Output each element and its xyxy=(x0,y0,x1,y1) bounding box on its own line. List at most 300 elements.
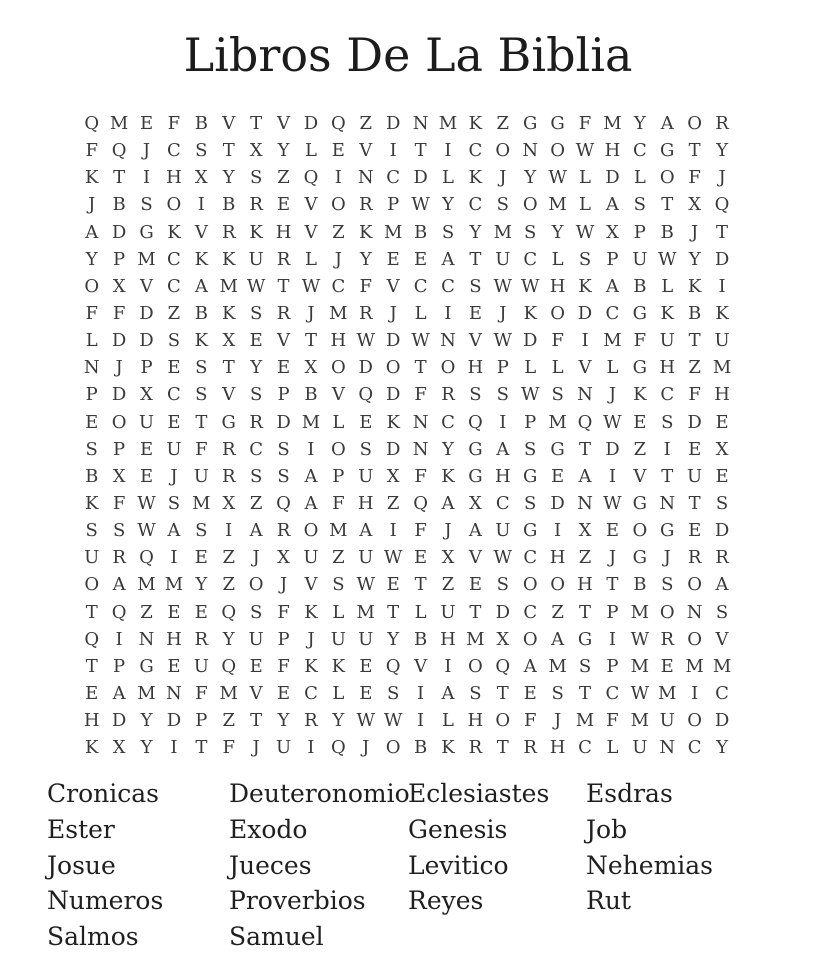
grid-letter: V xyxy=(414,655,428,677)
grid-letter: H xyxy=(166,167,182,189)
grid-letter: P xyxy=(606,248,619,270)
grid-letter: X xyxy=(304,357,318,379)
grid-letter: J xyxy=(499,167,507,189)
grid-letter: X xyxy=(578,520,592,542)
grid-letter: I xyxy=(444,303,452,325)
grid-letter: O xyxy=(522,194,538,216)
grid-letter: I xyxy=(334,167,342,189)
grid-letter: J xyxy=(663,547,671,569)
grid-letter: M xyxy=(137,248,156,270)
grid-letter: B xyxy=(633,574,647,596)
grid-letter: E xyxy=(359,683,373,705)
grid-letter: E xyxy=(660,655,674,677)
grid-letter: Y xyxy=(716,140,728,162)
grid-letter: Y xyxy=(387,628,400,650)
grid-letter: J xyxy=(691,221,699,243)
grid-letter: F xyxy=(688,167,701,189)
grid-letter: W xyxy=(493,275,513,297)
word-bank-column xyxy=(47,776,229,955)
grid-letter: S xyxy=(249,384,263,406)
grid-letter: M xyxy=(630,655,650,677)
word-bank-item: Numeros xyxy=(47,886,164,916)
grid-letter: D xyxy=(358,357,373,379)
grid-letter: R xyxy=(358,194,373,216)
grid-letter: L xyxy=(414,601,427,623)
grid-letter: J xyxy=(142,140,151,162)
grid-letter: J xyxy=(718,167,726,189)
grid-letter: B xyxy=(413,737,428,759)
grid-letter: I xyxy=(142,167,151,189)
grid-letter: G xyxy=(523,520,538,542)
grid-letter: T xyxy=(277,275,290,297)
grid-letter: O xyxy=(550,574,565,596)
grid-letter: B xyxy=(688,303,702,325)
grid-letter: V xyxy=(222,384,236,406)
grid-letter: K xyxy=(249,221,263,243)
grid-letter: A xyxy=(304,493,318,515)
grid-letter: M xyxy=(548,655,567,677)
grid-letter: O xyxy=(248,574,264,596)
grid-letter: S xyxy=(167,493,181,515)
grid-letter: T xyxy=(661,194,674,216)
grid-letter: T xyxy=(85,655,98,677)
grid-letter: T xyxy=(250,710,263,732)
grid-letter: X xyxy=(496,628,510,650)
grid-letter: H xyxy=(166,628,182,650)
grid-letter: E xyxy=(167,601,181,623)
grid-letter: P xyxy=(277,628,290,650)
grid-letter: U xyxy=(659,710,675,732)
grid-letter: C xyxy=(304,683,318,705)
grid-letter: F xyxy=(633,330,647,352)
grid-letter: E xyxy=(167,357,181,379)
grid-letter: L xyxy=(442,167,454,189)
grid-letter: B xyxy=(633,275,647,297)
grid-letter: F xyxy=(277,655,290,677)
grid-letter: H xyxy=(604,140,621,162)
grid-letter: R xyxy=(276,248,291,270)
grid-letter: Q xyxy=(495,655,511,677)
grid-letter: E xyxy=(167,411,181,433)
grid-letter: Z xyxy=(222,547,235,569)
grid-letter: F xyxy=(359,275,373,297)
grid-letter: A xyxy=(605,275,619,297)
grid-letter: T xyxy=(113,167,126,189)
grid-letter: R xyxy=(221,438,236,460)
grid-letter: O xyxy=(330,194,346,216)
grid-letter: W xyxy=(493,547,513,569)
grid-letter: S xyxy=(387,683,400,705)
grid-letter: R xyxy=(221,465,236,487)
grid-letter: V xyxy=(277,113,291,135)
grid-letter: S xyxy=(469,683,482,705)
grid-letter: T xyxy=(496,737,509,759)
grid-letter: G xyxy=(660,140,675,162)
grid-letter: R xyxy=(276,303,291,325)
grid-letter: Q xyxy=(303,167,319,189)
grid-letter: A xyxy=(551,628,565,650)
grid-letter: T xyxy=(304,330,317,352)
grid-letter: H xyxy=(467,710,484,732)
grid-letter: E xyxy=(85,411,99,433)
grid-letter: K xyxy=(715,303,729,325)
grid-letter: M xyxy=(603,113,622,135)
grid-letter: D xyxy=(687,411,702,433)
grid-letter: W xyxy=(301,275,321,297)
grid-letter: Q xyxy=(714,194,730,216)
grid-letter: Y xyxy=(332,710,345,732)
grid-letter: V xyxy=(194,221,208,243)
grid-letter: U xyxy=(440,601,456,623)
grid-letter: R xyxy=(249,411,263,433)
grid-letter: A xyxy=(249,520,263,542)
grid-letter: I xyxy=(608,628,616,650)
grid-letter: F xyxy=(85,303,98,325)
grid-letter: K xyxy=(167,221,181,243)
grid-letter: D xyxy=(495,601,511,623)
grid-letter: P xyxy=(113,655,126,677)
grid-letter: E xyxy=(276,683,291,705)
grid-letter: D xyxy=(303,113,319,135)
grid-letter: O xyxy=(550,303,565,325)
grid-letter: I xyxy=(444,140,452,162)
grid-letter: V xyxy=(222,113,236,135)
grid-letter: K xyxy=(633,384,647,406)
grid-letter: Q xyxy=(413,493,428,515)
grid-letter: Y xyxy=(688,248,701,270)
grid-letter: K xyxy=(359,221,373,243)
grid-letter: O xyxy=(330,438,346,460)
grid-letter: M xyxy=(548,411,567,433)
grid-letter: S xyxy=(277,438,290,460)
grid-letter: L xyxy=(551,357,564,379)
grid-letter: Z xyxy=(167,303,181,325)
grid-letter: G xyxy=(139,655,154,677)
word-bank-item: Samuel xyxy=(229,922,324,952)
grid-letter: F xyxy=(414,465,427,487)
grid-letter: K xyxy=(578,275,592,297)
grid-letter: U xyxy=(358,465,374,487)
grid-letter: Q xyxy=(330,113,346,135)
grid-letter: W xyxy=(137,520,156,542)
grid-letter: O xyxy=(522,628,538,650)
grid-letter: F xyxy=(85,140,98,162)
grid-letter: Z xyxy=(277,167,290,189)
grid-letter: W xyxy=(493,330,513,352)
grid-letter: E xyxy=(414,547,428,569)
grid-letter: P xyxy=(606,601,619,623)
grid-letter: D xyxy=(111,221,127,243)
grid-letter: O xyxy=(166,194,182,216)
grid-letter: R xyxy=(304,710,318,732)
grid-letter: D xyxy=(111,710,127,732)
grid-letter: V xyxy=(304,194,318,216)
grid-letter: L xyxy=(579,167,591,189)
grid-letter: D xyxy=(714,248,730,270)
grid-letter: T xyxy=(688,330,701,352)
grid-letter: Z xyxy=(386,493,400,515)
grid-letter: S xyxy=(551,683,564,705)
grid-letter: X xyxy=(715,438,729,460)
grid-letter: S xyxy=(496,574,509,596)
grid-letter: U xyxy=(303,547,319,569)
grid-letter: R xyxy=(715,113,729,135)
grid-letter: M xyxy=(548,194,567,216)
grid-letter: U xyxy=(659,330,675,352)
grid-letter: U xyxy=(138,411,155,433)
grid-letter: F xyxy=(551,330,564,352)
grid-letter: V xyxy=(249,683,263,705)
grid-letter: J xyxy=(252,547,260,569)
grid-letter: P xyxy=(524,411,537,433)
grid-letter: E xyxy=(139,438,154,460)
grid-letter: J xyxy=(307,628,315,650)
grid-letter: F xyxy=(222,737,235,759)
grid-letter: J xyxy=(279,574,288,596)
grid-letter: M xyxy=(329,520,348,542)
grid-letter: T xyxy=(414,140,427,162)
grid-letter: Q xyxy=(84,628,100,650)
grid-letter: P xyxy=(496,357,509,379)
grid-letter: E xyxy=(468,303,482,325)
grid-letter: N xyxy=(659,493,676,515)
grid-letter: M xyxy=(712,655,732,677)
grid-letter: S xyxy=(249,465,263,487)
grid-letter: L xyxy=(85,330,98,352)
grid-letter: N xyxy=(83,357,100,379)
grid-letter: A xyxy=(660,113,674,135)
word-bank-item: Exodo xyxy=(229,814,308,844)
grid-letter: T xyxy=(469,601,482,623)
grid-letter: V xyxy=(359,140,373,162)
grid-letter: N xyxy=(577,493,593,515)
grid-letter: J xyxy=(307,303,315,325)
grid-letter: A xyxy=(605,194,619,216)
grid-letter: W xyxy=(630,628,650,650)
grid-letter: M xyxy=(658,683,677,705)
grid-letter: E xyxy=(249,330,263,352)
grid-letter: C xyxy=(660,384,675,406)
grid-letter: D xyxy=(111,384,127,406)
grid-letter: P xyxy=(606,655,619,677)
grid-letter: S xyxy=(578,655,592,677)
grid-letter: K xyxy=(222,248,236,270)
grid-letter: Q xyxy=(385,655,401,677)
grid-letter: U xyxy=(687,465,703,487)
grid-letter: Y xyxy=(469,221,482,243)
word-bank-item: Josue xyxy=(47,850,116,880)
grid-letter: K xyxy=(441,465,455,487)
grid-letter: H xyxy=(330,330,347,352)
grid-letter: X xyxy=(606,221,619,243)
grid-letter: E xyxy=(194,547,208,569)
grid-letter: H xyxy=(357,493,374,515)
grid-letter: B xyxy=(194,113,208,135)
grid-letter: W xyxy=(548,167,567,189)
grid-letter: B xyxy=(222,194,236,216)
grid-letter: M xyxy=(137,683,156,705)
grid-letter: N xyxy=(659,737,676,759)
grid-letter: Y xyxy=(442,438,454,460)
word-bank-item: Salmos xyxy=(47,922,139,952)
grid-letter: D xyxy=(385,438,401,460)
grid-letter: C xyxy=(715,683,729,705)
grid-letter: J xyxy=(115,357,123,379)
grid-letter: M xyxy=(438,113,458,135)
grid-letter: S xyxy=(195,520,208,542)
grid-letter: G xyxy=(523,465,538,487)
grid-letter: G xyxy=(550,438,565,460)
grid-letter: I xyxy=(691,683,699,705)
grid-letter: S xyxy=(469,384,482,406)
grid-letter: F xyxy=(523,710,537,732)
grid-letter: N xyxy=(166,683,182,705)
grid-letter: Y xyxy=(222,628,235,650)
grid-letter: W xyxy=(356,330,376,352)
grid-letter: K xyxy=(84,737,99,759)
grid-letter: U xyxy=(248,628,264,650)
grid-letter: O xyxy=(84,275,100,297)
grid-letter: A xyxy=(359,520,373,542)
grid-letter: S xyxy=(332,574,345,596)
grid-letter: E xyxy=(605,520,619,542)
grid-letter: D xyxy=(714,520,730,542)
grid-letter: Q xyxy=(468,411,483,433)
grid-letter: L xyxy=(606,357,619,379)
grid-letter: H xyxy=(659,357,676,379)
grid-letter: D xyxy=(385,384,401,406)
grid-letter: A xyxy=(441,493,455,515)
grid-letter: X xyxy=(468,493,482,515)
grid-letter: M xyxy=(383,221,403,243)
grid-letter: K xyxy=(84,167,99,189)
grid-letter: W xyxy=(657,248,677,270)
grid-letter: Q xyxy=(111,140,127,162)
grid-letter: R xyxy=(523,737,537,759)
grid-letter: C xyxy=(468,194,483,216)
grid-letter: T xyxy=(716,221,729,243)
grid-letter: U xyxy=(275,737,292,759)
word-bank-column xyxy=(229,776,408,955)
grid-letter: U xyxy=(632,248,648,270)
grid-letter: F xyxy=(277,601,290,623)
grid-letter: D xyxy=(276,411,291,433)
grid-letter: A xyxy=(441,248,455,270)
grid-letter: N xyxy=(522,140,539,162)
grid-letter: E xyxy=(468,574,482,596)
grid-letter: C xyxy=(386,167,401,189)
grid-letter: S xyxy=(661,574,674,596)
grid-letter: U xyxy=(330,628,346,650)
grid-letter: M xyxy=(630,601,650,623)
grid-letter: T xyxy=(579,601,592,623)
grid-letter: N xyxy=(412,113,429,135)
grid-letter: D xyxy=(413,167,428,189)
grid-letter: W xyxy=(603,411,622,433)
grid-letter: X xyxy=(222,493,236,515)
grid-letter: J xyxy=(170,465,178,487)
grid-letter: C xyxy=(441,411,455,433)
grid-letter: T xyxy=(85,601,98,623)
grid-letter: I xyxy=(417,683,425,705)
grid-letter: G xyxy=(468,438,483,460)
grid-letter: I xyxy=(307,737,315,759)
grid-letter: T xyxy=(387,601,400,623)
grid-letter: I xyxy=(554,520,562,542)
grid-letter: K xyxy=(441,737,455,759)
grid-letter: S xyxy=(167,330,181,352)
grid-letter: C xyxy=(495,493,510,515)
grid-letter: X xyxy=(277,547,290,569)
grid-letter: B xyxy=(112,194,126,216)
grid-letter: O xyxy=(687,628,703,650)
grid-letter: W xyxy=(575,140,595,162)
grid-letter: G xyxy=(632,493,648,515)
grid-letter: S xyxy=(249,303,263,325)
grid-letter: F xyxy=(195,438,208,460)
grid-letter: D xyxy=(605,167,620,189)
grid-letter: O xyxy=(632,520,648,542)
grid-letter: X xyxy=(112,465,126,487)
grid-letter: S xyxy=(140,194,153,216)
grid-letter: C xyxy=(468,140,483,162)
grid-letter: C xyxy=(523,547,538,569)
grid-letter: O xyxy=(385,737,401,759)
grid-letter: L xyxy=(414,303,427,325)
grid-letter: H xyxy=(549,275,566,297)
grid-letter: E xyxy=(715,465,729,487)
grid-letter: L xyxy=(661,275,674,297)
grid-letter: S xyxy=(524,438,537,460)
word-bank-item: Ester xyxy=(47,814,115,844)
grid-letter: J xyxy=(252,737,260,759)
grid-letter: R xyxy=(660,628,675,650)
grid-letter: O xyxy=(659,167,675,189)
grid-letter: T xyxy=(222,357,235,379)
grid-letter: I xyxy=(115,628,123,650)
grid-letter: Q xyxy=(84,113,100,135)
grid-letter: T xyxy=(496,683,509,705)
grid-letter: L xyxy=(304,140,317,162)
grid-letter: C xyxy=(523,601,538,623)
word-bank-item: Job xyxy=(586,814,628,844)
grid-letter: D xyxy=(111,330,127,352)
grid-letter: V xyxy=(578,357,592,379)
grid-letter: L xyxy=(633,167,646,189)
grid-letter: D xyxy=(522,330,538,352)
grid-letter: I xyxy=(581,330,589,352)
grid-letter: K xyxy=(194,248,209,270)
word-bank-item: Esdras xyxy=(586,779,673,808)
grid-letter: U xyxy=(714,330,730,352)
grid-letter: O xyxy=(84,574,100,596)
grid-letter: Z xyxy=(359,113,373,135)
grid-letter: K xyxy=(84,493,99,515)
grid-letter: G xyxy=(632,357,648,379)
grid-letter: X xyxy=(194,167,208,189)
grid-letter: E xyxy=(139,113,154,135)
grid-letter: N xyxy=(686,601,703,623)
grid-letter: O xyxy=(495,140,511,162)
grid-letter: S xyxy=(277,465,290,487)
grid-letter: Y xyxy=(359,248,372,270)
grid-letter: K xyxy=(304,601,318,623)
grid-letter: X xyxy=(222,330,236,352)
grid-letter: E xyxy=(551,465,565,487)
grid-letter: Z xyxy=(441,574,455,596)
grid-letter: C xyxy=(167,384,181,406)
grid-letter: A xyxy=(112,574,126,596)
